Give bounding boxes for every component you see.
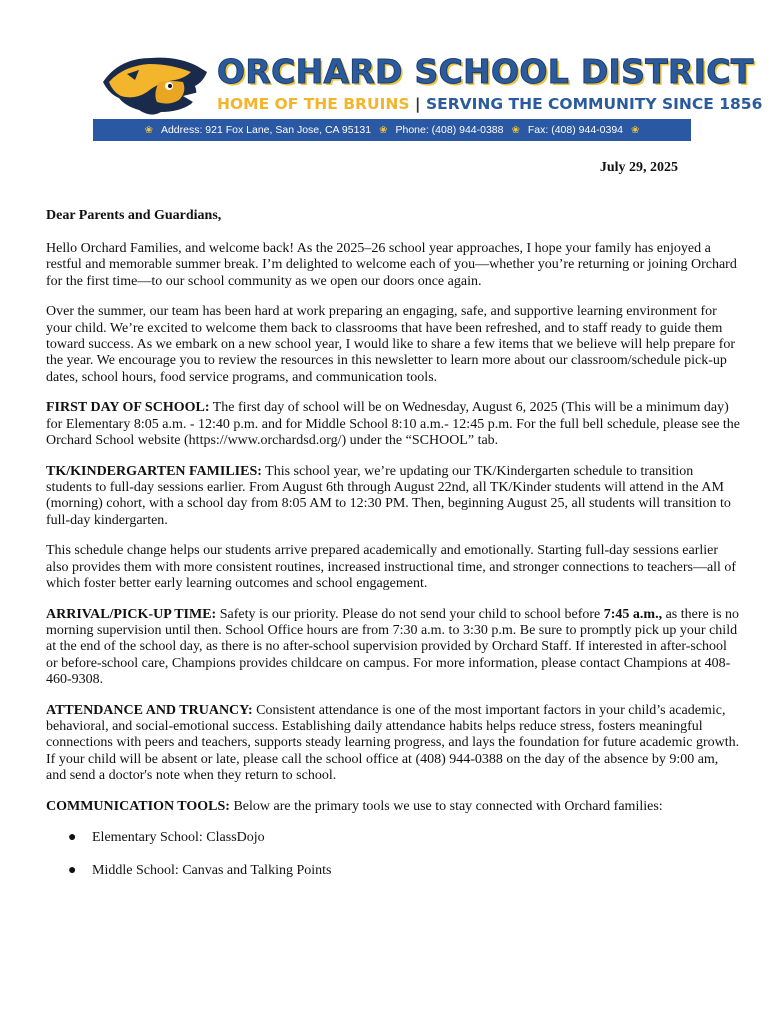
list-item-text: Middle School: Canvas and Talking Points [92, 862, 332, 878]
letter-date: July 29, 2025 [599, 160, 678, 175]
paw-icon: ❀ [144, 124, 153, 136]
letter-body [46, 241, 741, 896]
communication-text: Below are the primary tools we use to stay connected with Orchard families: [229, 798, 663, 814]
communication-paragraph [46, 799, 741, 815]
tagline-serving: SERVING THE COMMUNITY SINCE 1856 [425, 95, 763, 113]
district-name: ORCHARD SCHOOL DISTRICT [217, 52, 754, 91]
summer-paragraph: Over the summer, our team has been hard at work preparing an engaging, safe, and supportive learning environment for your child. We’re excited to welcome them back to classrooms that have been refreshed, and to staff ready to guide them toward success. As we embark on a new school year, I would like to share a few items that we believe will help prepare for the year. We encourage you to review the resources in this newsletter to learn more about our classroom/schedule pick-up dates, school hours, food service programs, and communication tools. [46, 304, 736, 385]
tk-text: This school year, we’re updating our TK/Kindergarten schedule to transition students to full-day sessions earlier. From August 6th through August 22nd, all TK/Kinder students will attend in the AM (morning) cohort, with a school day from 8:05 AM to 12:30 PM. Then, beginning August 25, all students will transition to full-day kindergarten. [46, 463, 731, 528]
schedule-change-paragraph: This schedule change helps our students arrive prepared academically and emotionally. Starting full-day sessions earlier also provides them with more consistent routines, increased instructional time, and stronger connections to teachers—all of which foster better early learning outcomes and school engagement. [46, 543, 737, 592]
list-item [46, 863, 741, 879]
tk-heading: TK/KINDERGARTEN FAMILIES: [46, 463, 262, 479]
arrival-text-1: Safety is our priority. Please do not send your child to school before [216, 606, 604, 622]
district-tagline [217, 93, 763, 115]
arrival-text-2: as there is no morning supervision until then. School Office hours are from 7:30 a.m. to 3:30 p.m. Be sure to promptly pick up your child at the end of the school day, as there is no after-school supervision provided by Orchard Staff. If interested in after-school or before-school care, Champions provides childcare on campus. For more information, please contact Champions at 408-460-9308. [46, 606, 740, 688]
fax-text: Fax: (408) 944-0394 [527, 124, 624, 136]
paw-icon: ❀ [631, 124, 640, 136]
first-day-heading: FIRST DAY OF SCHOOL: [46, 400, 210, 416]
bullet-icon: ● [68, 862, 77, 878]
bullet-icon: ● [68, 829, 77, 845]
phone-text: Phone: (408) 944-0388 [395, 124, 504, 136]
tk-paragraph [46, 464, 741, 529]
tagline-home: HOME OF THE BRUINS [217, 95, 410, 113]
list-item [46, 830, 741, 846]
tagline-separator: | [414, 95, 421, 113]
bruin-mascot-logo [99, 52, 211, 118]
arrival-paragraph [46, 607, 741, 688]
arrival-heading: ARRIVAL/PICK-UP TIME: [46, 606, 217, 622]
paw-icon: ❀ [511, 124, 520, 136]
intro-paragraph: Hello Orchard Families, and welcome back! As the 2025–26 school year approaches, I hope your family has enjoyed a restful and memorable summer break. I’m delighted to welcome each of you—whether you’re returning or joining Orchard for the first time—to our school community as we open our doors once again. [46, 241, 737, 289]
attendance-heading: ATTENDANCE AND TRUANCY: [46, 702, 253, 718]
contact-info-bar [93, 119, 691, 141]
first-day-text: The first day of school will be on Wednesday, August 6, 2025 (This will be a minimum day) for Elementary 8:05 a.m. - 12:40 p.m. and for Middle School 8:10 a.m.- 12:45 p.m. For the full bell schedule, please see the Orchard School website (https://www.orchardsd.org/) under the “SCHOOL” tab. [46, 400, 741, 448]
arrival-time: 7:45 a.m., [603, 606, 663, 622]
letterhead [93, 50, 763, 141]
address-text: Address: 921 Fox Lane, San Jose, CA 95131 [160, 124, 372, 136]
first-day-paragraph [46, 400, 741, 449]
attendance-paragraph [46, 703, 741, 784]
paw-icon: ❀ [379, 124, 388, 136]
communication-heading: COMMUNICATION TOOLS: [46, 798, 230, 814]
list-item-text: Elementary School: ClassDojo [92, 829, 265, 845]
attendance-text: Consistent attendance is one of the most important factors in your child’s academic, behavioral, and social-emotional success. Establishing daily attendance habits helps reduce stress, fosters meaningful connections with peers and teachers, supports steady learning progress, and lays the foundation for future academic growth. If your child will be absent or late, please call the school office at (408) 944-0388 on the day of the absence by 9:00 am, and send a doctor's note when they return to school. [46, 702, 740, 784]
salutation: Dear Parents and Guardians, [46, 208, 222, 223]
communication-tools-list [46, 830, 741, 880]
